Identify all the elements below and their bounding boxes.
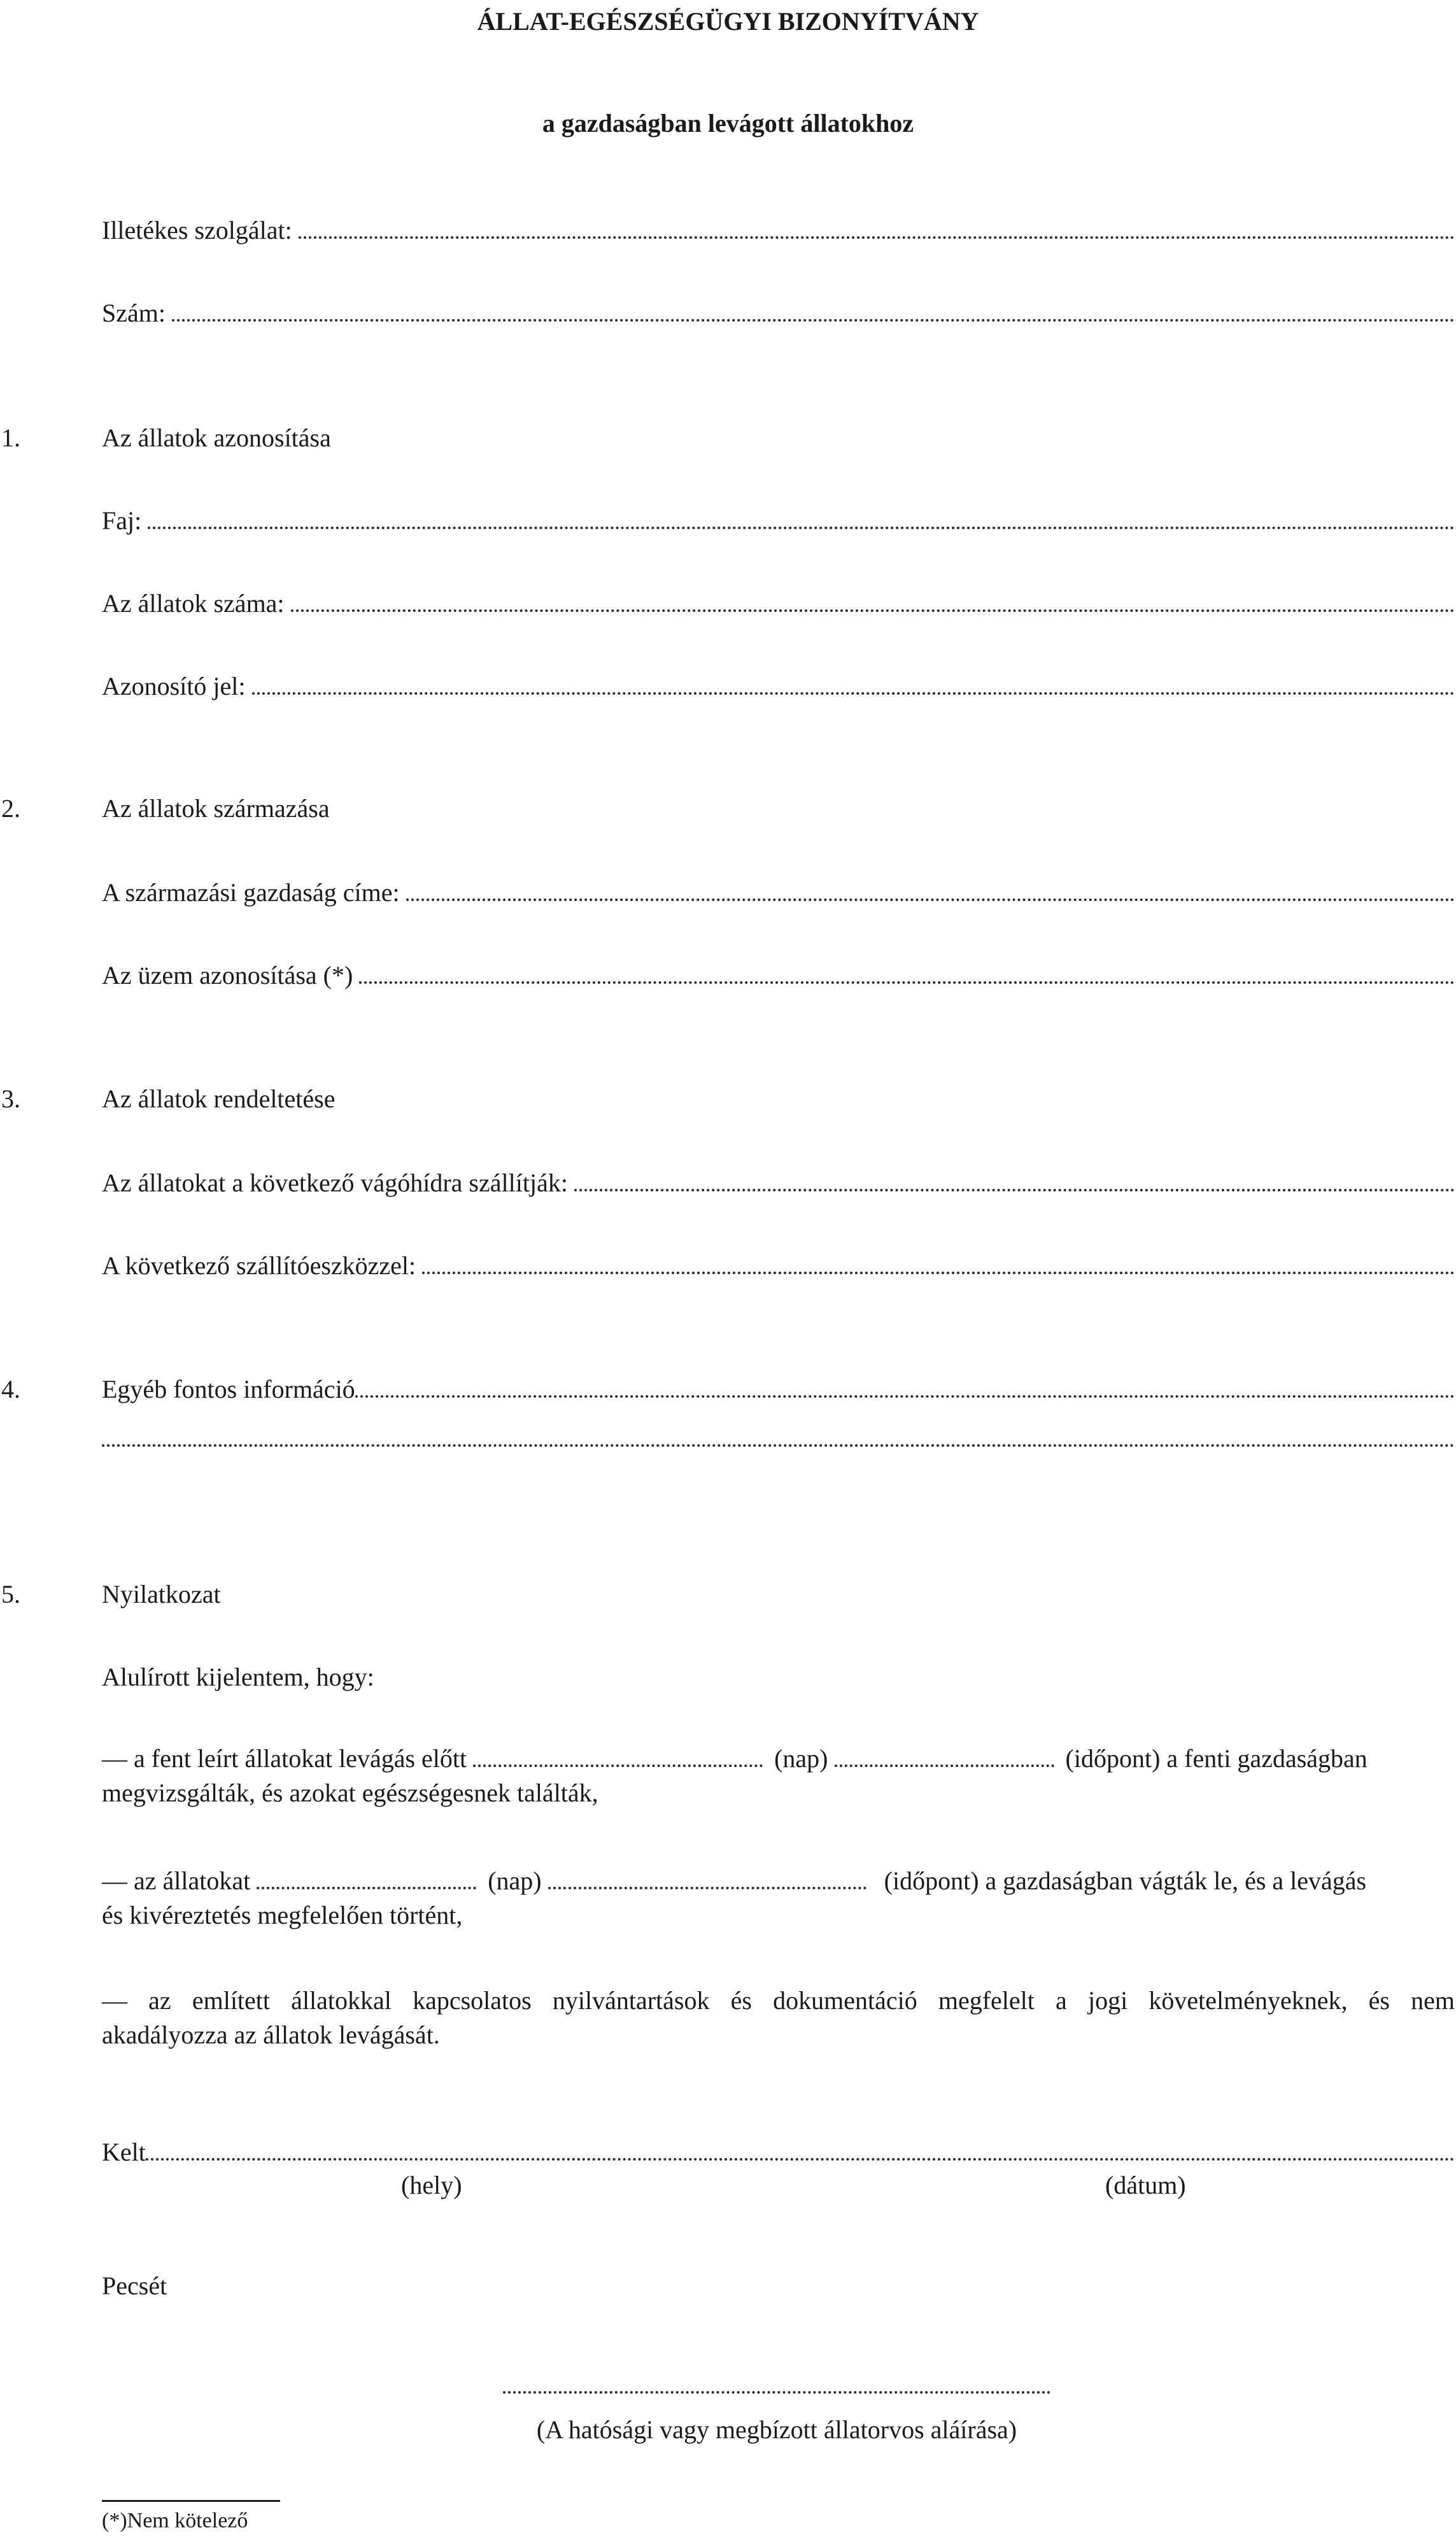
- declaration-p2-text-a: — az állatokat: [102, 1866, 251, 1895]
- field-vehicle-line[interactable]: [422, 1272, 1455, 1274]
- declaration-p1-text-c: (időpont) a fenti gazdaságban: [1065, 1744, 1368, 1773]
- declaration-p3-line2: akadályozza az állatok levágását.: [102, 2020, 440, 2049]
- section-1-heading: Az állatok azonosítása: [102, 423, 331, 452]
- section-1-number: 1.: [1, 423, 20, 452]
- field-farm-address-label: A származási gazdaság címe:: [102, 878, 400, 907]
- field-id-mark[interactable]: [102, 671, 1455, 701]
- field-number[interactable]: [102, 298, 1455, 328]
- field-service-label: Illetékes szolgálat:: [102, 216, 292, 245]
- declaration-paragraph-1: [102, 1743, 1455, 1773]
- declaration-intro: Alulírott kijelentem, hogy:: [102, 1663, 374, 1691]
- field-other-info-label: Egyéb fontos információ: [102, 1375, 355, 1403]
- field-number-label: Szám:: [102, 299, 166, 327]
- field-holding-id-line[interactable]: [359, 981, 1455, 984]
- declaration-p2-day-label: (nap): [488, 1866, 542, 1895]
- declaration-p1-time-line[interactable]: [835, 1764, 1054, 1767]
- date-caption: (dátum): [1105, 2171, 1186, 2199]
- field-holding-id[interactable]: [102, 960, 1455, 990]
- section-2-number: 2.: [1, 794, 20, 823]
- field-farm-address[interactable]: [102, 877, 1455, 907]
- field-service-line[interactable]: [299, 236, 1455, 239]
- field-vehicle-label: A következő szállítóeszközzel:: [102, 1251, 416, 1280]
- signature-line[interactable]: [503, 2391, 1050, 2394]
- field-other-info-extra[interactable]: [102, 1444, 1455, 1453]
- declaration-p2-line2: és kivéreztetés megfelelően történt,: [102, 1901, 463, 1929]
- footnote: (*)Nem kötelező: [102, 2509, 248, 2532]
- document-subtitle: a gazdaságban levágott állatokhoz: [542, 109, 914, 138]
- field-slaughterhouse-line[interactable]: [574, 1189, 1455, 1191]
- field-farm-address-line[interactable]: [406, 898, 1455, 901]
- field-species-label: Faj:: [102, 506, 142, 535]
- section-5-heading: Nyilatkozat: [102, 1580, 221, 1608]
- field-species-line[interactable]: [148, 527, 1455, 529]
- declaration-p1-day-label: (nap): [774, 1744, 828, 1773]
- stamp-label: Pecsét: [102, 2271, 167, 2300]
- field-other-info-line[interactable]: [355, 1395, 1455, 1398]
- declaration-p1-line2: megvizsgálták, és azokat egészségesnek találták,: [102, 1779, 598, 1807]
- field-holding-id-label: Az üzem azonosítása (*): [102, 961, 353, 990]
- declaration-p1-day-line[interactable]: [473, 1764, 763, 1767]
- declaration-paragraph-2: [102, 1866, 1455, 1896]
- document-title: ÁLLAT-EGÉSZSÉGÜGYI BIZONYÍTVÁNY: [477, 7, 979, 36]
- section-3-heading: Az állatok rendeltetése: [102, 1084, 336, 1113]
- declaration-p2-text-c: (időpont) a gazdaságban vágták le, és a levágás: [884, 1866, 1367, 1895]
- field-issued[interactable]: [102, 2137, 1455, 2167]
- field-animal-count-label: Az állatok száma:: [102, 589, 285, 618]
- section-4-number: 4.: [1, 1375, 20, 1403]
- field-animal-count-line[interactable]: [291, 609, 1455, 612]
- section-2-heading: Az állatok származása: [102, 794, 330, 823]
- field-number-line[interactable]: [172, 319, 1455, 322]
- signature-caption: (A hatósági vagy megbízott állatorvos aláírása): [536, 2415, 1017, 2444]
- field-slaughterhouse-label: Az állatokat a következő vágóhídra szállítják:: [102, 1168, 568, 1197]
- declaration-p1-text-a: — a fent leírt állatokat levágás előtt: [102, 1744, 467, 1773]
- footnote-divider: [102, 2500, 280, 2502]
- field-id-mark-line[interactable]: [252, 692, 1455, 695]
- declaration-p2-time-line[interactable]: [548, 1887, 866, 1889]
- field-issued-line[interactable]: [146, 2158, 1455, 2161]
- field-other-info[interactable]: [102, 1374, 1455, 1404]
- section-5-number: 5.: [1, 1580, 20, 1608]
- field-id-mark-label: Azonosító jel:: [102, 672, 246, 700]
- field-animal-count[interactable]: [102, 588, 1455, 618]
- field-service[interactable]: [102, 215, 1455, 245]
- declaration-p3-line1: — az említett állatokkal kapcsolatos nyilvántartások és dokumentáció megfelelt a jogi követelményeknek, és nem: [102, 1986, 1455, 2015]
- field-vehicle[interactable]: [102, 1251, 1455, 1281]
- place-caption: (hely): [401, 2171, 462, 2199]
- declaration-p2-day-line[interactable]: [257, 1887, 476, 1889]
- field-issued-label: Kelt: [102, 2138, 146, 2166]
- field-species[interactable]: [102, 506, 1455, 536]
- field-other-info-extra-line[interactable]: [102, 1444, 1455, 1447]
- section-3-number: 3.: [1, 1084, 20, 1113]
- field-slaughterhouse[interactable]: [102, 1168, 1455, 1198]
